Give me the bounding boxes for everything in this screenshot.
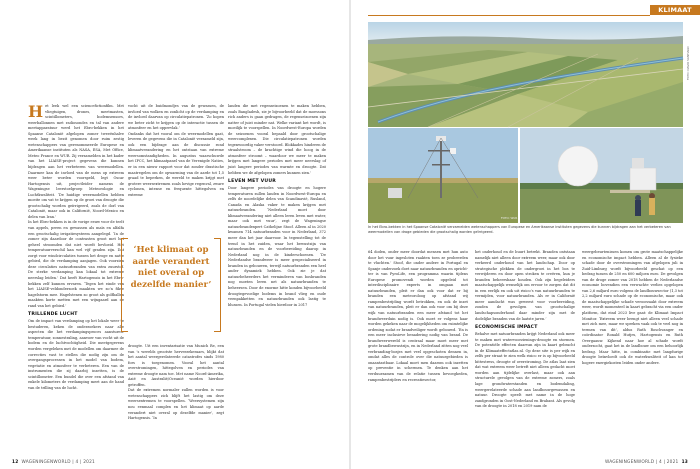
subheading-leven-met-vuur: LEVEN MET VUUR [228,179,276,185]
paragraph: Door langere periodes van droogte en hogere temperaturen zullen landen in Noordwest-Europa en zelfs de noordelijke delen van Scandinavië, Rusland, Canada en Alaska vaker te maken krijgen met natuurbranden. ‘Nederland moet door klimaatverandering niet alleen leren leven met water, maar ook met vuur’, zegt de Wageningse natuurbrandexpert Cathelijne Stoof. Alleen al in 2020 kwamen 714 natuurbranden voor in Nederland, 372 meer dan het jaar daarvoor. In tegenstelling tot de trend in het zuiden, waar het bewustzijn van natuurbranden en de voorbereiding daarop in Nederland nog in de kinderschoenen. ‘De Nederlandse brandweer is meer gespecialiseerd in branden in gebouwen, terwijl natuurbranden een heel ander dynamiek hebben. Ook zie je dat natuurbeheerders het verminderen van bosbranden nog moeten leren net als natuurbranden te beheersen. Door de enorme hitte konden bijvoorbeeld droogtegevoelige bodems in brand vlieg en oude veenpakketten en natuurbranden ook lastig te blussen. In Portugal vielen hierdoor in 2017 [228,186,326,307]
paragraph: et leek wel een sciencefictionfilm. Met vliegtuigen, drones, meetmasten, scintillometers, bodemsensors, weerballonnen met radiosondes en tal van andere meetapparatuur werd het Ebro-bekken in het Spaanse Catalonië afgelopen zomer tweeënhalve week lang in bezit genomen door ruim zestig wetenschappers van gerenommeerde Europese en Amerikaanse instituten als NASA, ESA, Met Office, Meteo France en WUR. Zij verzamelden in het kader van het LIAISE-project gegevens die kunnen bijdragen aan het verbeteren van weermodellen. Daarmee kan de invloed van de mens op extreem weer beter worden voorspeld, legt Oscar Hartogensis uit, projectleider namens de Wageningse leerstoelgroep Meteorologie en Luchtkwaliteit. ‘De huidige weermodellen hebben moeite om vat te krijgen op de groei van droogte die grootschalig worden geïrrigeerd, zoals de dorl van Catalonië, maar ook in Californië, Noord-Mexico en delen van Iran.’ [28,104,124,219]
section-tag: KLIMAAT [650,5,700,15]
magazine-name: WAGENINGENWORLD | 4 | 2021 [21,460,95,465]
page-gutter [349,0,351,469]
page-number: 13 [681,460,688,465]
subheading-trillende-lucht: TRILLENDE LUCHT [28,312,78,318]
photo-credit-small: FOTO: WUR [501,216,518,220]
left-column-1 [28,102,124,390]
magazine-name: WAGENINGENWORLD | 4 | 2021 [605,460,679,465]
paragraph: het onderhoud en de buurt betrekt. Branden ontstaan namelijk niet alleen door extreem weer, maar ook door verkeerd onderhoud van het landschap. Door op strategische plekken de ondergroei in het bos te verwijderen en door open stroken te creëren, kun je branden beheersbaar houden. Ook zijn begeleiders maatschappelijk wenselijk om ervoor te zorgen dat dit in een eerlijk en ook uit risico’s van natuurbranden te vermijden, voor natuurbranden. Als er in Californië meer aandacht was geweest voor voorbereiding, zouden de gevolgen van grootschalige landschapsonderhoud daar minder zijn met de dodelijke branden van de laatste jaren.’ [475,250,575,321]
section-rule [368,15,650,16]
subheading-economische-impact: ECONOMISCHE IMPACT [475,325,538,331]
paragraph: weergebeurtenissen komen om grote maatschappelijke en economische impact hebben. Alleen al de fysieke schade door de overstromingen van afgelopen juli in Zuid-Limburg wordt bijvoorbeeld geschat op een bedrag tussen de 250 en 600 miljoen euro. De gevolgen van de droge zomer van 2018 hebben de Nederlandse economie bovendien een verwachte verlies opgelopen van 2,6 miljard euro volgens de landbouwsector (1,3 tot 2,2 miljard euro schade op de economische, maar ook de maatschappelijke schade veroorzaakt door extreem weer, wordt momenteel in kaart gebracht via een onder platform, dat eind 2023 live gaat: de Klimaat Impact Monitor. ‘Extreem weer brengt niet alleen veel schade met zich mee, maar we spreken vaak ook te veel nog in termen van dit’, aldus Ruth Roschvanger en coördinator Ronald Hutjes, Hartogensis en Ruth Overgaauw. Kijkend naar hoe al schade wordt onderzocht, gaat het in de landbouw om een behoorlijk bedrag. Maar hitte, in combinatie met langdurige droogte beïnvloedt ook de waterkwaliteit of kan tot hogere energiekosten leiden onder andere. [582,250,683,365]
aerial-photo-irrigated-fields [368,22,683,127]
paragraph: droogte. Uit een inventarisatie van Munich Re, een van ’s werelds grootste herverzekeraars, blijkt dat het aantal weergerelateerde catastrofes sinds 1980 fors is toegenomen. Vooral het aantal overstromingen, hittegolven en periodes van extreme droogte nam toe. Met name Noord-Amerika, Azië en Australië/Oceanië worden hierdoor getroffen. [128,344,224,387]
paragraph: Ondanks dat het vooral om de weermodellen gaat, leveren de gegevens die in Catalonië verzameld zijn, ook een bijdrage aan de discussie rond klimaatverandering en het ontstaan van extreme weersomstandigheden. In augustus waarschuwde het IPCC, het klimaatpanel van de Verenigde Naties, er in een nieuw rapport voor dat zonder drastische maatregelen om de opwarming van de aarde tot 1,5 graad te beperken, de wereld te maken krijgt met grotere weersextremen zoals hevige regenval, zware cyclonen, intense en frequente hittegolven en extreme [128,131,224,197]
left-column-2 [128,104,224,198]
paragraph: Dat de extremen normaler zullen worden is voor wetenschappers zich blijft het lastig om deze weersextremen te voorspellen. ‘Weersystemen zijn nou eenmaal complex en het klimaat op aarde verandert niet overal op dezelfde manier’, zegt Hartogensis. ‘In [128,388,224,421]
right-column-2 [475,250,575,410]
photo-caption: In het Ebro-bekken in het Spaanse Catalonië verzamelden wetenschappers van Europese en Amerikaanse instituten gegevens die kunnen bijdragen aan het verbeteren van weermodellen van droge gebieden die grootschalig worden geïrrigeerd. [368,225,671,234]
paragraph: 64 doden, onder meer doordat mensen met hun auto door het vuur ingesloten raakten toen ze probeerden te vluchten.’ Stoof, die onder andere in Portugal en Spanje onderzoek doet naar natuurbranden en oprichtter is van PyroLife, een programma waarin tijdens Europese promovendi worden opgeleid tot interdisciplinaire experts in omgaan met natuurbranden, pleit er dan ook voor dat er bij branden een meteoroloog op afstand wij rampenbestrijding wordt betrokken, en ook de inzet van natuurbranden, pleit er dan ook voor om bij deze wijk van natuurbranden een meer afstand tot het brandweerduin nodig is. Ook moet er volgens haar worden gekeken naar de mogelijkheden om ruimtelijke ordening zodat er brandveiliger wordt gebouwd. ‘En is een meer inclusieve benadering nodig van brand. De brandweerwereld is centraal maar moet meer met grote brandbewustzijn, en in Nederland zitten nog veel verbranding-bosjes met veel opgeschoten dennen in, omdat alles de controle over die natuurgebieden is onaantastbaar. Lokaal moet men daarom ook inzetten op preventie in schermen. Te denken aan het verduurzamen van de relatie tussen bevoegheden, rampenbestrijders en recreatiesector, [368,250,468,382]
left-column-2-bottom [128,344,224,422]
photo-weather-balloon [520,128,683,223]
quote-bracket-right [214,238,221,332]
page-number: 12 [12,460,19,465]
folio-right [605,460,688,465]
paragraph: Om de impact van verdamping op het lokale weer te bestuderen, keken de onderzoekers naar alle aspecten die het verdampingsproces aansturen: temperatuur, zonnestraling, aanvoer van vocht uit de bodem en de luchtvochtigheid. Die meetgegevens worden vergeleken met de modellen om daarmee de correcties vast te stellen die nodig zijn om de overgangsprocessen in het model van bodem, vegetatie en atmosfeer te verbeteren. Een van de instrumenten die zij daarbij inzetten, is de scintillometer. Een bundel die over een afstand van enkele kilometers de verdamping meet aan de hand van de trilling van de lucht. [28,319,124,390]
drop-cap: H [28,102,44,121]
folio-left [12,460,95,465]
paragraph: landen die met regenseizoenen te maken hebben, zoals Bangladesh, zie je bijvoorbeeld dat de moessons rich anders is gaan gedragen, de regenseizoenen zijn natter of juist minder nat. Welke variant het wordt, is moeilijk te voorspellen. In Noordwest-Europa worden de seizoenen vooral bepaald door grootschalige weercomplexen. Die circulatiepatronen worden tegenwoordig vaker verstoord. Blokkades hinderen de straalstroom – de krachtige wind die hoog in de atmosfeer stroomt – waardoor we meer te maken krijgen met langere periodes met meer neerslag of juist langere periodes van warmte en droogte. Dat hebben we de afgelopen zomers kunnen zien.’ [228,104,326,175]
right-column-3 [582,250,683,366]
pull-quote: ‘Het klimaat op aarde verandert niet overal op dezelfde manier’ [130,245,212,290]
photo-measurement-mast [368,128,518,223]
paragraph: In het Ebro-bekken is in de vorige eeuw voor de teelt van appels, peren en gewassen als maïs en alfalfa een grootschalig irrigatiesysteem aangelegd. ‘In de zomer zijn daardoor de contrasten groot met het geheel stroomden dat niet wordt bevloeid. Het temperatuurverschil kan wel vijf graden zijn. Dat zorgt voor windcirculaties tussen het droge en natte gebied, die de verdamping aanjagen. Ook voorzien deze circulaties natuurbranden van extra zuurstof. De sterke verdamping kan lokaal tot extreme neerslag leiden.’ Dat heeft Hartogensis in het Ebro-bekken zelf kunnen ervaren. ‘Tegen het einde van het LIAISE-veldonderzoek maakten we zo’n fikse hagelstorm mee. Hagelstenen zo groot als golfballen maakten korte metten met een wijngaard aan de rand van het gebied.’ [28,220,124,308]
left-column-3 [228,104,326,308]
photo-credit: FOTO: DAVID SANTIAGO [686,46,690,80]
paragraph: Behalve met natuurbranden krijgt Nederland ook meer te maken met watervoorzienings-droogte en stormen. De potentiële effecten daarvan zijn in kaart gebracht in de Klimaateffectatlas.nl. Op deze site is per wijk en zelfs per straat te zien welk risico er is op bijvoorbeeld hittestress, droogte of overstroming. De atlas laat zien dat wat extreem weer betreft niet alleen gedacht moet worden aan tijdelijke overlast, maar ook aan structurele gevolgen van de extreme zomers, zoals lage grondwaterstanden en bodemdaling, weergerelateerde schade aan landbouwgewassen en natuur. Droogte speelt met name in de hoge zandgronden in Oost-Nederland en Brabant. Als gevolg van de droogte in 2018 en 2019 nam de [475,332,575,409]
paragraph: vocht uit de buidmondjes van de gewassen, de invloed van wolken en zonlicht op de verdamping en de invloed daarvan op circulatiepatronen. ‘Zo hopen we beter zicht te krijgen op de interactie tussen de atmosfeer en het oppervlak.’ [128,104,224,131]
right-column-1 [368,250,468,383]
